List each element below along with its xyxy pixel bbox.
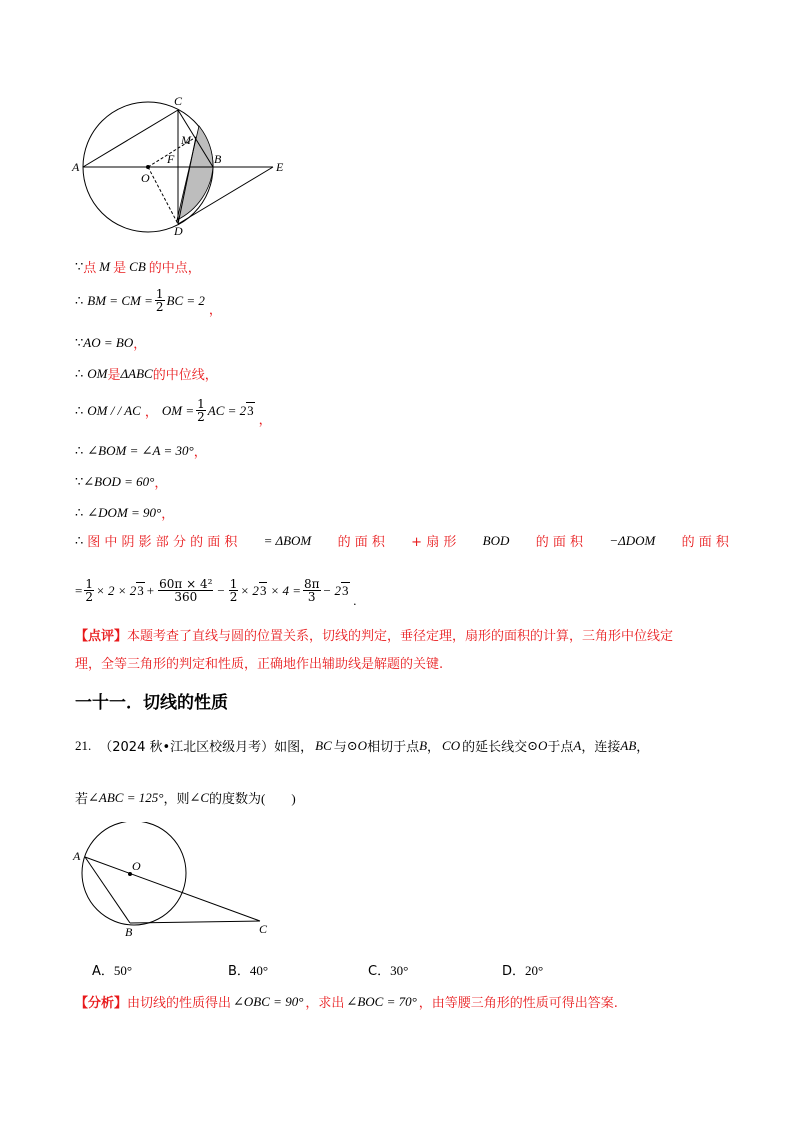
math: ∠ABC = 125° (88, 789, 164, 805)
question-source: （2024 秋•江北区校级月考）如图， (99, 740, 314, 755)
math: −ΔDOM (609, 532, 656, 548)
math: × 4 = (270, 582, 301, 598)
solution-line-1 (75, 257, 201, 276)
solution-line-10 (75, 577, 357, 608)
label-o: O (141, 171, 150, 185)
math: OM = (161, 402, 195, 418)
label-d: D (174, 224, 183, 237)
label-c: C (259, 922, 268, 936)
sqrt: 3 (259, 583, 267, 598)
math: ∠C (189, 789, 210, 805)
math: = (75, 582, 83, 598)
math: ∠BOD = 60° (83, 473, 155, 489)
math: + (146, 582, 155, 598)
math: CB (129, 258, 146, 274)
text: ， (161, 507, 175, 522)
text: ，由等腰三角形的性质可得出答案. (418, 996, 618, 1011)
solution-line-4 (75, 364, 218, 383)
solution-line-9 (75, 531, 729, 550)
line-b-c (130, 921, 260, 923)
fraction: $\frac{1}{2}$ (85, 577, 93, 604)
label-m: M (181, 133, 191, 147)
option-letter: C． (368, 964, 391, 979)
because-symbol: ∵ (75, 334, 84, 350)
analysis-tag: 【分析】 (75, 996, 128, 1011)
text: 的 面 积 (681, 535, 729, 550)
math: A (573, 737, 582, 753)
comment-text: 本题考查了直线与圆的位置关系，切线的判定，垂径定理，扇形的面积的计算，三角形中位线定 (127, 629, 674, 644)
math: BC = 2 (166, 292, 205, 308)
fraction: $\frac{1}{2}$ (197, 397, 205, 424)
solution-line-7 (75, 472, 167, 491)
math: BM = CM = (87, 292, 153, 308)
text: 的延长线交 (462, 740, 528, 755)
math: AO = BO (83, 334, 134, 350)
text: 图 中 阴 影 部 分 的 面 积 (87, 535, 238, 550)
section-title: 一十一．切线的性质 (75, 693, 228, 713)
text: 由切线的性质得出 (127, 996, 232, 1011)
label-b: B (125, 925, 133, 939)
math: OM (87, 365, 108, 381)
option-value: 50° (113, 963, 133, 978)
text: 的中位线， (152, 368, 218, 383)
label-b: B (214, 152, 222, 166)
therefore-symbol: ∴ (75, 442, 84, 458)
math: × 2 × 2 (95, 582, 137, 598)
therefore-symbol: ∴ (75, 532, 84, 548)
text: ， (193, 445, 207, 460)
math: ⊙O (527, 737, 548, 753)
solution-line-8 (75, 503, 174, 522)
text: ，求出 (305, 996, 345, 1011)
label-o: O (132, 859, 141, 873)
text: ， (133, 337, 147, 352)
solution-line-6 (75, 441, 207, 460)
fraction: $\frac{8\pi}{3}$ (303, 577, 320, 604)
math: ∠OBC = 90° (233, 993, 304, 1009)
text: ，连接 (581, 740, 621, 755)
label-a: A (72, 160, 80, 174)
comment-text: 理，全等三角形的判定和性质，正确地作出辅助线是解题的关键. (75, 657, 444, 672)
math: AC = 2 (207, 402, 247, 418)
label-c: C (174, 94, 183, 108)
text: ， (208, 303, 222, 318)
text: 若 (75, 792, 89, 807)
math: × 2 (240, 582, 259, 598)
text: 的 面 积 (337, 535, 385, 550)
text: 的中点， (148, 261, 201, 276)
comment-block (75, 623, 735, 679)
therefore-symbol: ∴ (75, 365, 84, 381)
therefore-symbol: ∴ (75, 292, 84, 308)
text: ，则 (163, 792, 190, 807)
text: 是 (107, 368, 121, 383)
question-21-line-2 (75, 788, 296, 807)
option-d[interactable] (502, 960, 543, 979)
text: ， (427, 740, 441, 755)
option-letter: B． (228, 964, 250, 979)
text: 的度数为 (209, 792, 262, 807)
line-a-c (83, 110, 178, 167)
figure-circle-tangent (70, 92, 300, 237)
line-a-c (85, 857, 260, 921)
analysis-line (75, 992, 618, 1011)
option-value: 30° (390, 963, 409, 978)
line-o-d (148, 167, 178, 224)
because-symbol: ∵ (75, 473, 84, 489)
math: B (419, 737, 428, 753)
math: ∠BOC = 70° (346, 993, 417, 1009)
therefore-symbol: ∴ (75, 504, 84, 520)
sqrt: 3 (342, 583, 349, 598)
text: 于点 (547, 740, 574, 755)
text: 是 (113, 261, 127, 276)
option-value: 40° (249, 963, 269, 978)
option-letter: A． (92, 964, 114, 979)
comment-tag: 【点评】 (75, 629, 128, 644)
because-symbol: ∵ (75, 258, 84, 274)
text: 与 (333, 740, 347, 755)
solution-line-2 (75, 287, 222, 318)
solution-line-3 (75, 333, 146, 352)
math: − 2 (322, 582, 342, 598)
math: ∠DOM = 90° (87, 504, 162, 520)
text: + 扇 形 (411, 535, 457, 550)
question-number: 21. (75, 737, 92, 753)
text: ， (154, 476, 168, 491)
option-a[interactable] (92, 960, 132, 979)
solution-line-5 (75, 397, 272, 428)
math: − (217, 582, 225, 598)
math: . (353, 592, 357, 608)
figure-tangent-bc (68, 822, 278, 940)
center-dot (146, 165, 150, 169)
fraction: $\frac{\text{60π × 4²}}{360}$ (159, 577, 213, 604)
line-a-b (85, 857, 130, 923)
sqrt: 3 (137, 583, 144, 598)
math: CO (442, 737, 461, 753)
label-f: F (167, 152, 175, 166)
text: ， (144, 405, 158, 420)
math: AB (620, 737, 637, 753)
sqrt: 3 (247, 403, 254, 418)
label-a: A (73, 849, 81, 863)
math: = ΔBOM (263, 532, 312, 548)
text: 点 (83, 261, 97, 276)
math: M (99, 258, 111, 274)
math: ∠BOM = ∠A = 30° (87, 442, 194, 458)
math: OM / / AC (87, 402, 141, 418)
math: ΔABC (120, 365, 153, 381)
text: ， (258, 413, 272, 428)
therefore-symbol: ∴ (75, 402, 84, 418)
text: ， (636, 740, 650, 755)
text: 相切于点 (367, 740, 420, 755)
text: 的 面 积 (535, 535, 583, 550)
math: BOD (482, 532, 510, 548)
option-c[interactable] (368, 960, 408, 979)
label-e: E (276, 160, 284, 174)
answer-blank: ( ) (261, 791, 296, 806)
circle-o (82, 822, 186, 925)
option-b[interactable] (228, 960, 268, 979)
fraction: $\frac{1}{2}$ (155, 287, 164, 314)
fraction: $\frac{1}{2}$ (229, 577, 238, 604)
question-21-line-1 (75, 736, 649, 755)
math: BC (315, 737, 332, 753)
option-letter: D． (502, 964, 526, 979)
math: ⊙O (346, 737, 368, 753)
option-value: 20° (525, 963, 544, 978)
